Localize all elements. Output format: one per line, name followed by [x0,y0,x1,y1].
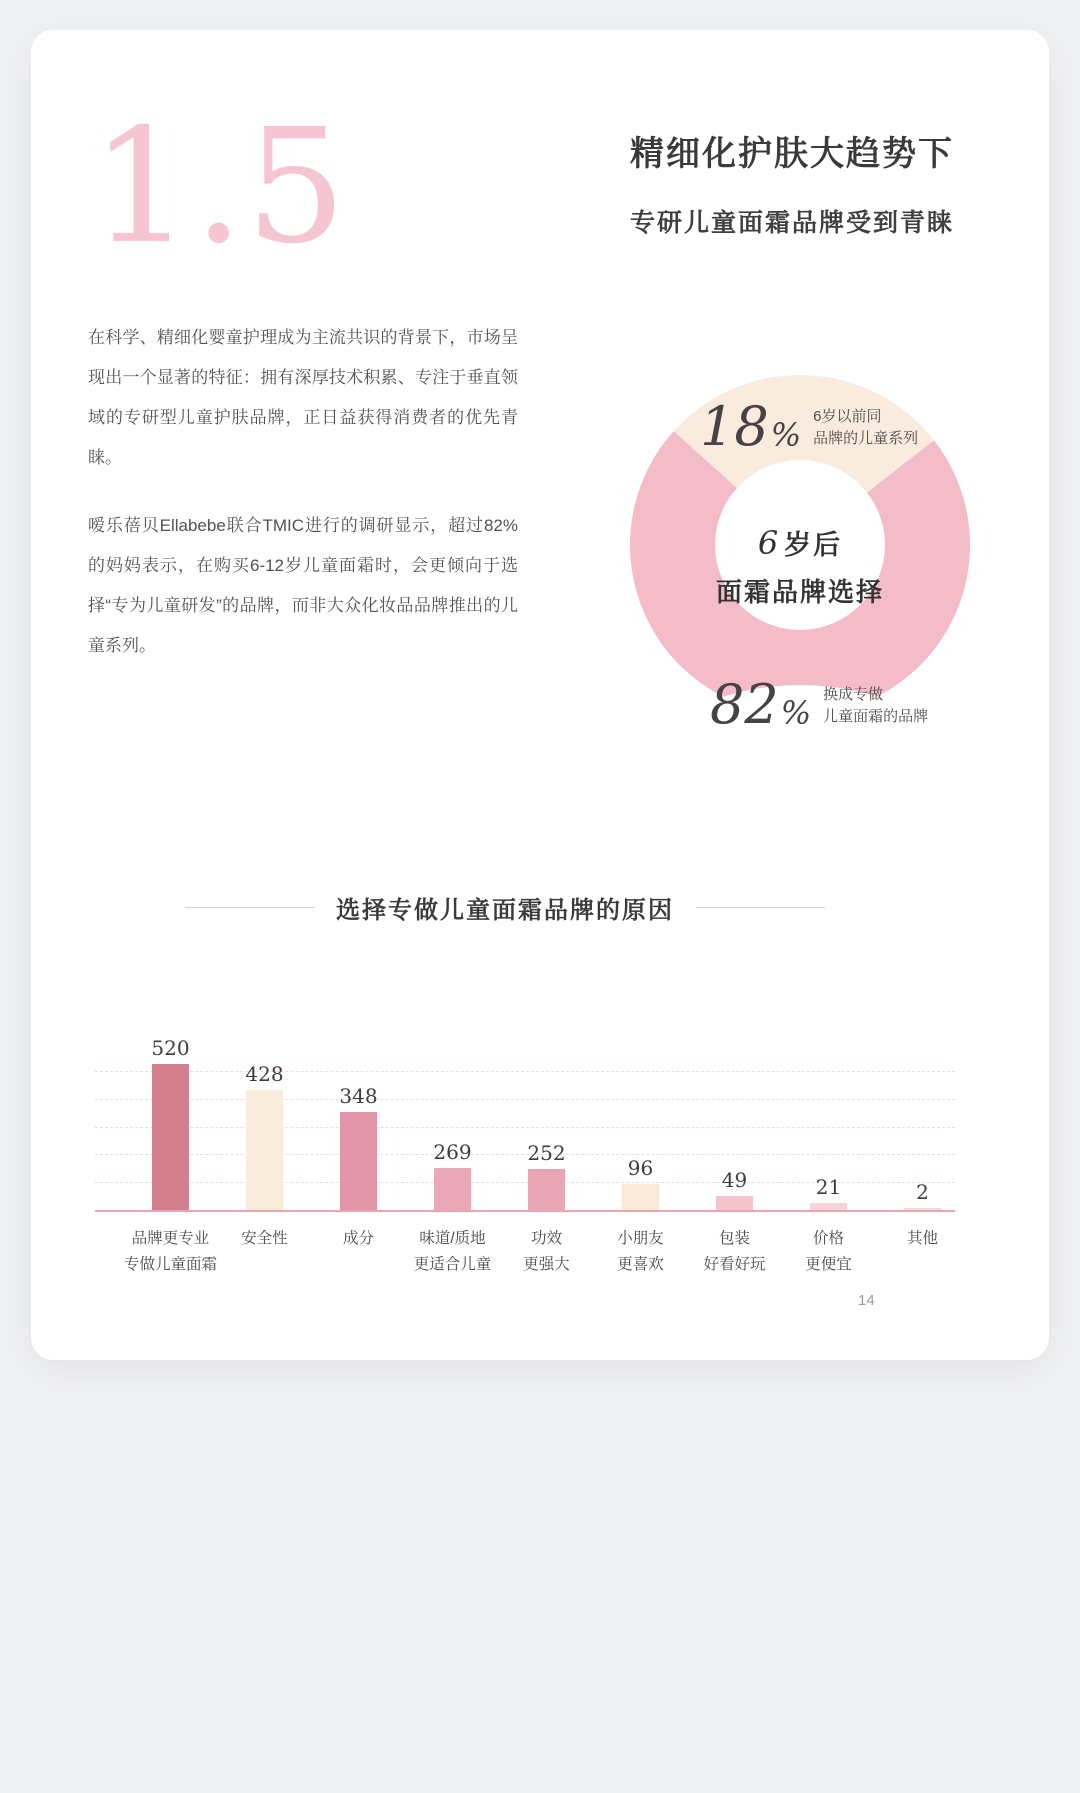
bar-value-label: 269 [433,1140,472,1164]
page-subtitle: 专研儿童面霜品牌受到青睐 [629,209,954,237]
bar-category-line: 安全性 [241,1230,288,1247]
bar-chart-title: 选择专做儿童面霜品牌的原因 [336,897,674,924]
section-number: 1.5 [91,95,349,279]
bar-category-line: 小朋友 [617,1230,664,1247]
gridline [95,1127,955,1128]
donut-slice-label-82 [710,673,929,736]
bar-category-line: 专做儿童面霜 [123,1256,217,1273]
slice-82-percent-sign: % [780,694,812,732]
donut-center-line1-rest: 岁后 [784,530,843,560]
bar-category-line: 更适合儿童 [413,1256,492,1273]
bar-category-line: 好看好玩 [703,1256,766,1273]
x-axis-line [95,1210,955,1212]
bar-category-line: 更便宜 [805,1256,852,1273]
bar-category-label [848,1226,998,1252]
bar [152,1064,189,1210]
slice-18-description [813,400,918,450]
bar-value-label: 428 [245,1062,284,1086]
bar-value-label: 2 [916,1180,929,1204]
page-header [630,126,954,239]
bar-category-line: 味道/质地 [419,1230,486,1247]
slice-18-desc-line2: 品牌的儿童系列 [813,430,919,447]
page-title: 精细化护肤大趋势下 [630,135,954,173]
bar [904,1208,941,1210]
bar-value-label: 96 [627,1156,654,1180]
slice-82-description [823,678,928,728]
bar-chart-plot [95,1036,955,1300]
bar [622,1184,659,1210]
slice-18-desc-line1: 6岁以前同 [813,408,882,425]
intro-paragraph-2: 嗳乐蓓贝Ellabebe联合TMIC进行的调研显示，超过82%的妈妈表示，在购买6-12岁儿童面霜时，会更倾向于选择“专为儿童研发”的品牌，而非大众化妆品品牌推出的儿童系列。 [88,516,518,655]
title-divider-right [696,907,825,908]
bar-category-line: 更喜欢 [617,1256,664,1273]
bar-chart-title-row [185,890,825,925]
bar [716,1196,753,1210]
page-number: 14 [858,1292,875,1309]
donut-center-label [630,523,970,609]
slice-18-percent-sign: % [770,416,802,454]
donut-chart [560,330,1030,762]
bar-category-line: 成分 [342,1230,374,1247]
bar-value-label: 520 [151,1036,190,1060]
slice-82-percent-value: 82 [710,673,779,736]
intro-text [88,318,518,694]
report-card [31,30,1049,1360]
bar-category-line: 其他 [906,1230,938,1247]
bar-category-line: 品牌更专业 [131,1230,210,1247]
title-divider-left [185,907,314,908]
gridline [95,1099,955,1100]
bar [434,1168,471,1210]
bar [246,1090,283,1210]
bar-value-label: 49 [721,1168,748,1192]
slice-18-percent-value: 18 [700,395,769,458]
bar-value-label: 21 [815,1175,842,1199]
bar-category-line: 功效 [530,1230,562,1247]
donut-slice-label-18 [700,395,919,458]
bar-category-line: 更强大 [523,1256,570,1273]
bar [528,1169,565,1210]
intro-paragraph-1: 在科学、精细化婴童护理成为主流共识的背景下，市场呈现出一个显著的特征：拥有深厚技术积累、专注于垂直领域的专研型儿童护肤品牌，正日益获得消费者的优先青睐。 [88,328,518,467]
bar [340,1112,377,1210]
slice-82-desc-line2: 儿童面霜的品牌 [823,708,929,725]
donut-center-line2: 面霜品牌选择 [715,577,884,607]
donut-center-line1 [630,523,970,562]
bar-category-line: 包装 [718,1230,750,1247]
slice-82-desc-line1: 换成专做 [823,686,884,703]
bar [810,1203,847,1210]
donut-center-number: 6 [757,524,781,562]
bar-value-label: 252 [527,1141,566,1165]
bar-value-label: 348 [339,1084,378,1108]
bar-category-line: 价格 [812,1230,844,1247]
